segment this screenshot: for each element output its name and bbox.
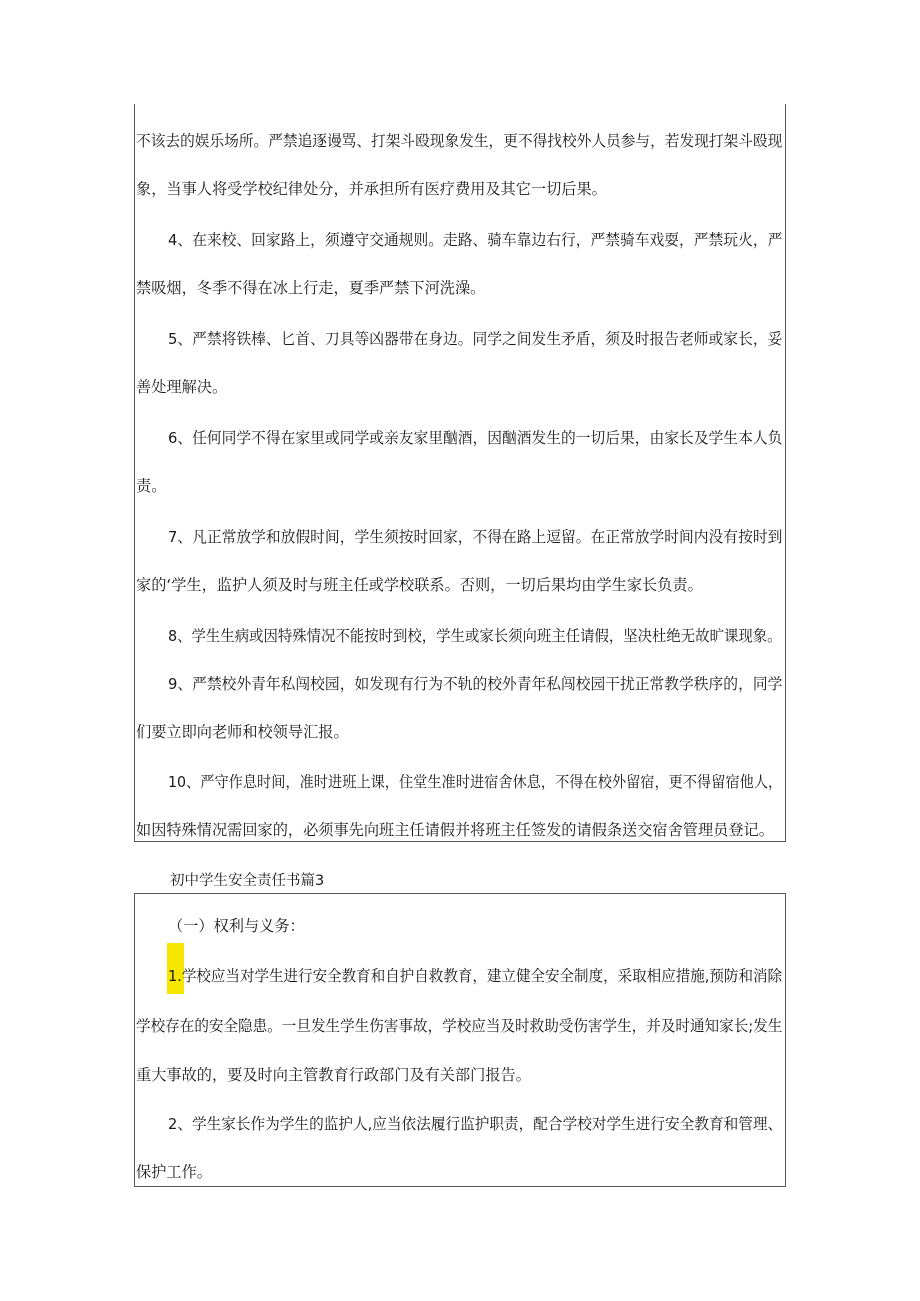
paragraph-line: 6、任何同学不得在家里或同学或亲友家里酗酒，因酗酒发生的一切后果，由家长及学生本人负: [168, 429, 783, 447]
paragraph-line: 2、学生家长作为学生的监护人,应当依法履行监护职责，配合学校对学生进行安全教育和管理、: [168, 1115, 783, 1133]
paragraph-line: 1.学校应当对学生进行安全教育和自护自救教育，建立健全安全制度，采取相应措施,预防和消除: [168, 967, 783, 985]
document-frame-lower: [134, 893, 786, 1187]
paragraph-line: 重大事故的，要及时向主管教育行政部门及有关部门报告。: [136, 1066, 531, 1084]
section-heading: 初中学生安全责任书篇3: [170, 873, 325, 889]
paragraph-line: 责。: [136, 477, 167, 495]
paragraph-line: 7、凡正常放学和放假时间，学生须按时回家，不得在路上逗留。在正常放学时间内没有按时到: [168, 528, 783, 546]
paragraph-line: 5、严禁将铁棒、匕首、刀具等凶器带在身边。同学之间发生矛盾，须及时报告老师或家长，妥: [168, 330, 783, 348]
paragraph-line: 们要立即向老师和校领导汇报。: [136, 723, 349, 741]
paragraph-line: 学校存在的安全隐患。一旦发生学生伤害事故，学校应当及时救助受伤害学生，并及时通知家长;发生: [136, 1017, 783, 1035]
paragraph-line: （一）权利与义务：: [168, 917, 305, 935]
paragraph-line: 禁吸烟，冬季不得在冰上行走，夏季严禁下河洗澡。: [136, 279, 486, 297]
paragraph-line: 保护工作。: [136, 1163, 212, 1181]
paragraph-line: 10、严守作息时间，准时进班上课，住堂生准时进宿舍休息，不得在校外留宿，更不得留宿他人，: [168, 773, 783, 791]
paragraph-line: 善处理解决。: [136, 378, 228, 396]
paragraph-line: 如因特殊情况需回家的，必须事先向班主任请假并将班主任签发的请假条送交宿舍管理员登记。: [136, 821, 774, 839]
paragraph-line: 8、学生生病或因特殊情况不能按时到校，学生或家长须向班主任请假，坚决杜绝无故旷课现象。: [168, 627, 782, 645]
paragraph-line: 象，当事人将受学校纪律处分，并承担所有医疗费用及其它一切后果。: [136, 180, 607, 198]
paragraph-line: 9、严禁校外青年私闯校园，如发现有行为不轨的校外青年私闯校园干扰正常教学秩序的，同学: [168, 675, 783, 693]
paragraph-line: 不该去的娱乐场所。严禁追逐谩骂、打架斗殴现象发生，更不得找校外人员参与，若发现打架斗殴现: [136, 132, 783, 150]
paragraph-line: 家的‘学生，监护人须及时与班主任或学校联系。否则，一切后果均由学生家长负责。: [136, 576, 703, 594]
paragraph-line: 4、在来校、回家路上，须遵守交通规则。走路、骑车靠边右行，严禁骑车戏耍，严禁玩火，严: [168, 231, 783, 249]
